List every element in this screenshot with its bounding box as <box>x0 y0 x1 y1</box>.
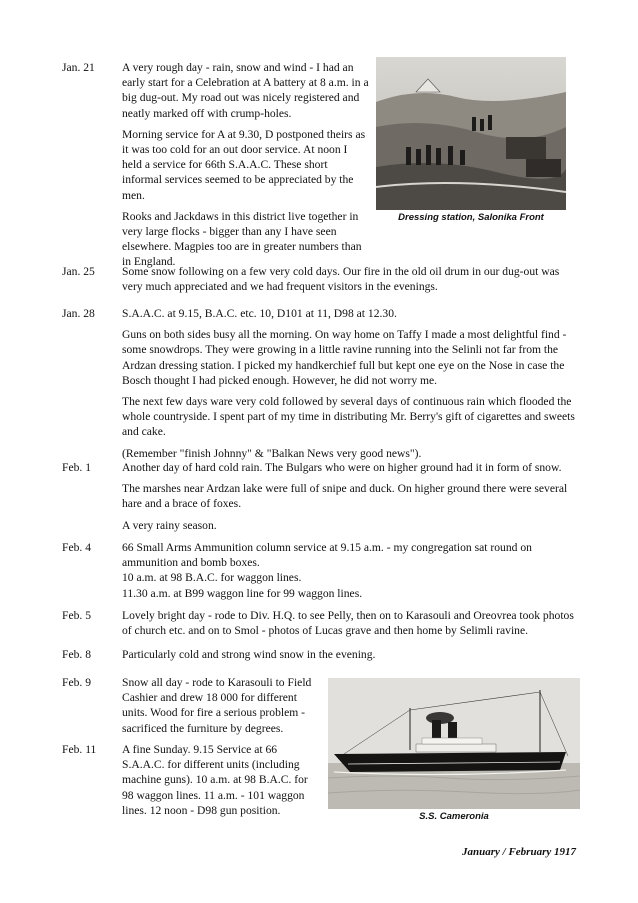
entry-date: Feb. 11 <box>62 743 97 756</box>
ship-photo <box>328 678 580 809</box>
entry-body <box>122 460 582 533</box>
entry-date: Feb. 1 <box>62 461 91 474</box>
entry-paragraph: A very rough day - rain, snow and wind - I had an early start for a Celebration at A battery at 8 a.m. in a big dug-out. My road out was nicely registered and neatly marked off with crump-holes. <box>122 61 369 120</box>
ship-caption: S.S. Cameronia <box>419 811 489 822</box>
entry-date: Feb. 8 <box>62 648 91 661</box>
entry-jan-25 <box>62 264 582 300</box>
entry-paragraph: Rooks and Jackdaws in this district live together in very large flocks - bigger than any I have seen elsewhere. Magpies too are in greater numbers than in England. <box>122 209 362 269</box>
entry-paragraph: A fine Sunday. 9.15 Service at 66 S.A.A.C. for different units (including machine guns). 10 a.m. at 98 B.A.C. for 98 waggon lines. 11 a.m. - 101 waggon lines. 12 noon - D98 gun position. <box>122 743 308 817</box>
entry-paragraph: Some snow following on a few very cold days. Our fire in the old oil drum in our dug-out was very much appreciated and we had frequent visitors in the evenings. <box>122 265 560 294</box>
entry-date: Feb. 5 <box>62 609 91 622</box>
entry-date: Feb. 4 <box>62 541 91 554</box>
entry-date: Feb. 9 <box>62 676 91 689</box>
entry-paragraph: S.A.A.C. at 9.15, B.A.C. etc. 10, D101 at 11, D98 at 12.30. <box>122 307 397 320</box>
entry-date: Jan. 28 <box>62 307 95 320</box>
entry-paragraph: Lovely bright day - rode to Div. H.Q. to see Pelly, then on to Karasouli and Oreovrea took photos of church etc. and on to Smol - photos of Lucas grave and then home by Selimli ravine. <box>122 609 574 638</box>
entry-paragraph: Morning service for A at 9.30, D postponed theirs as it was too cold for an out door service. At noon I held a service for 66th S.A.A.C. These short informal services seemed to be appreciated by the men. <box>122 127 366 202</box>
entry-line: 11.30 a.m. at B99 waggon line for 99 waggon lines. <box>122 586 363 600</box>
entry-paragraph: Particularly cold and strong wind snow in the evening. <box>122 648 376 661</box>
entry-paragraph: Guns on both sides busy all the morning. On way home on Taffy I made a most delightful find - some snowdrops. They were growing in a little ravine running into the Selinli not far from the Ardzan dressing station. I picked my handkerchief full but kept one eye on the Nose in case the Bosch thought I had picked enough. However, he did not worry me. <box>122 328 567 387</box>
dressing-station-photo <box>376 57 566 210</box>
page-footer: January / February 1917 <box>462 846 576 858</box>
entry-paragraph: (Remember "finish Johnny" & "Balkan News very good news"). <box>122 446 422 460</box>
ship-figure <box>328 678 580 822</box>
entry-date: Jan. 25 <box>62 265 95 278</box>
entry-body <box>122 608 582 638</box>
entry-paragraph: The marshes near Ardzan lake were full of snipe and duck. On higher ground there were several hare and a brace of foxes. <box>122 482 568 511</box>
entry-line: 10 a.m. at 98 B.A.C. for waggon lines. <box>122 571 302 585</box>
entry-feb-4 <box>62 540 582 601</box>
entry-body <box>122 647 582 662</box>
entry-date: Jan. 21 <box>62 61 95 74</box>
entry-paragraph: The next few days ware very cold followed by several days of continuous rain which flooded the whole countryside. I spent part of my time in distributing Mr. Berry's gift of cigarettes and sweets and cake. <box>122 395 575 439</box>
entry-body <box>122 540 582 601</box>
entry-body <box>122 306 582 461</box>
entry-paragraph: Snow all day - rode to Karasouli to Field Cashier and drew 18 000 for different units. Wood for fire a serious problem - sacrificed the furniture by degrees. <box>122 676 312 735</box>
entry-feb-8 <box>62 647 582 668</box>
entry-line: 66 Small Arms Ammunition column service at 9.15 a.m. - my congregation sat round on ammunition and bomb boxes. <box>122 541 532 570</box>
entry-jan-28 <box>62 306 582 467</box>
entry-body <box>122 264 582 294</box>
dressing-station-caption: Dressing station, Salonika Front <box>398 212 544 223</box>
entry-feb-5 <box>62 608 582 644</box>
dressing-station-figure <box>376 57 566 223</box>
entry-feb-1 <box>62 460 582 539</box>
entry-paragraph: Another day of hard cold rain. The Bulgars who were on higher ground had it in form of snow. <box>122 461 562 474</box>
entry-paragraph: A very rainy season. <box>122 518 217 532</box>
